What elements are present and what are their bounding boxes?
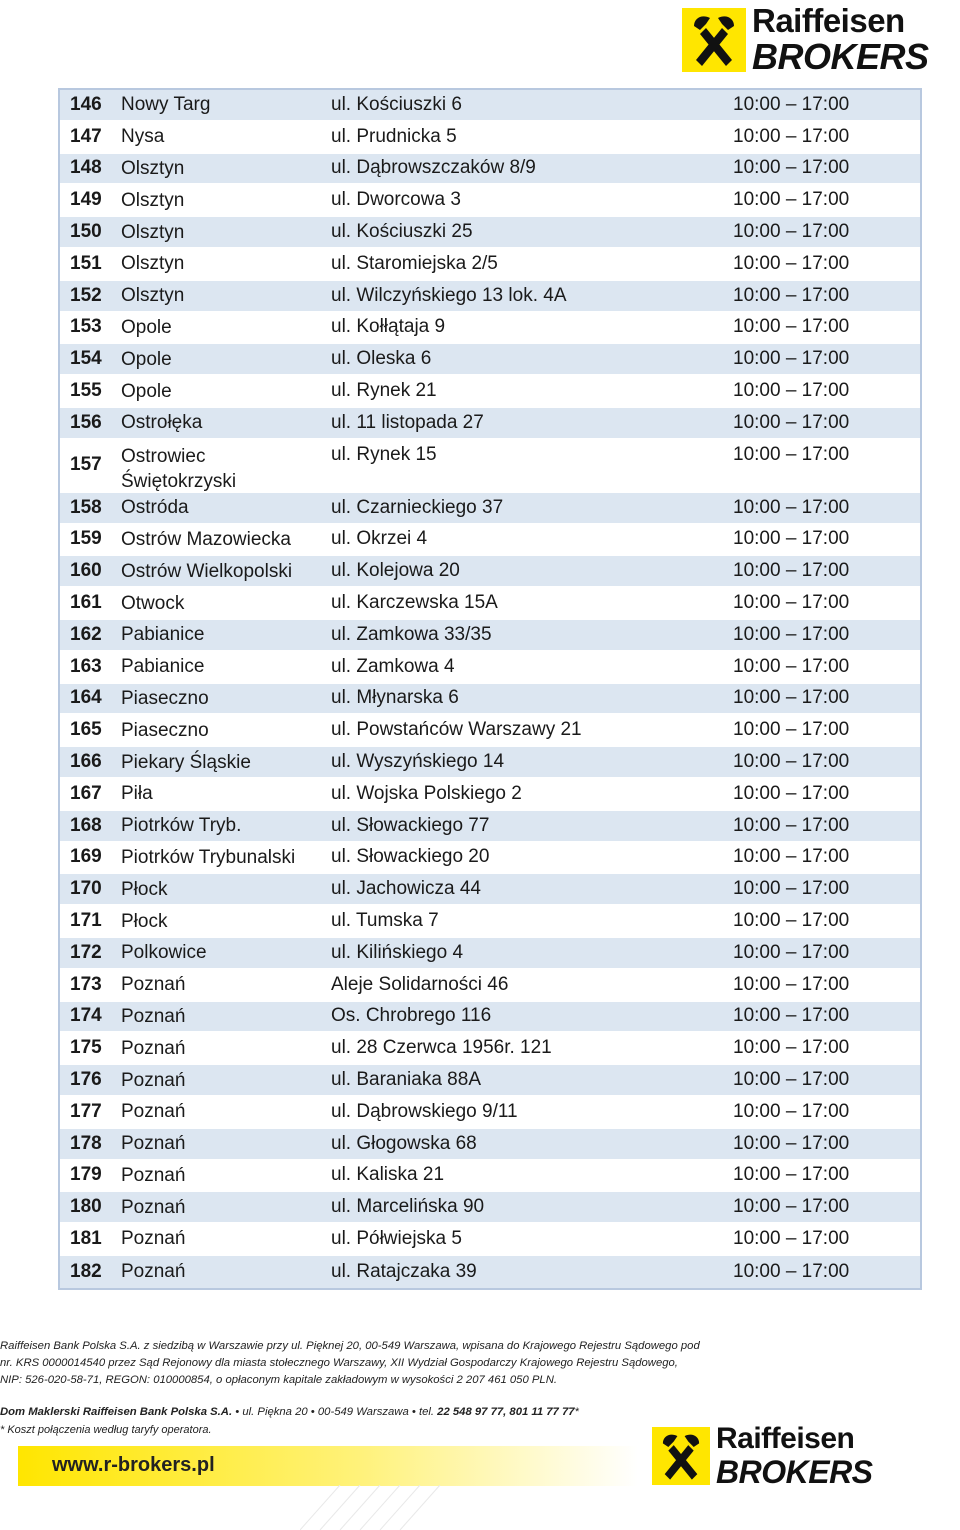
hours-cell: 10:00 – 17:00 [733,443,850,465]
address-cell: ul. Ratajczaka 39 [331,1260,477,1282]
address-cell: ul. Powstańców Warszawy 21 [331,719,582,741]
city-cell: Opole [121,380,172,402]
address-cell: ul. Wyszyńskiego 14 [331,751,505,773]
phone-asterisk: * [574,1406,579,1418]
address-cell: ul. Kościuszki 6 [331,93,462,115]
table-row [60,493,920,525]
city-cell: Poznań [121,1196,186,1218]
table-row [60,525,920,557]
address-cell: ul. Kaliska 21 [331,1164,445,1186]
raiffeisen-brokers-logo [682,4,929,75]
hours-cell: 10:00 – 17:00 [733,1037,850,1059]
address-cell: ul. Kościuszki 25 [331,221,473,243]
row-number: 151 [70,252,102,274]
address-cell: ul. Głogowska 68 [331,1132,477,1154]
row-number: 179 [70,1164,102,1186]
address-cell: ul. Staromiejska 2/5 [331,252,498,274]
table-row [60,281,920,313]
row-number: 182 [70,1260,102,1282]
address-cell: ul. Rynek 21 [331,380,437,402]
hours-cell: 10:00 – 17:00 [733,846,850,868]
hours-cell: 10:00 – 17:00 [733,910,850,932]
address-cell: ul. Dąbrowskiego 9/11 [331,1100,518,1122]
address-cell: ul. Dąbrowszczaków 8/9 [331,157,536,179]
city-cell: Płock [121,878,168,900]
city-cell: Płock [121,910,168,932]
hours-cell: 10:00 – 17:00 [733,93,850,115]
table-row [60,122,920,154]
address-cell: ul. Półwiejska 5 [331,1227,462,1249]
address-cell: ul. Dworcowa 3 [331,189,461,211]
hours-cell: 10:00 – 17:00 [733,496,850,518]
hours-cell: 10:00 – 17:00 [733,252,850,274]
hours-cell: 10:00 – 17:00 [733,941,850,963]
row-number: 164 [70,687,102,709]
address-cell: ul. Słowackiego 20 [331,846,490,868]
table-row [60,217,920,249]
hours-cell: 10:00 – 17:00 [733,1132,850,1154]
row-number: 177 [70,1100,102,1122]
address-cell: ul. Oleska 6 [331,348,432,370]
hours-cell: 10:00 – 17:00 [733,411,850,433]
address-cell: ul. Tumska 7 [331,910,439,932]
crossed-horses-icon [682,8,746,72]
address-cell: ul. 11 listopada 27 [331,411,484,433]
table-row [60,556,920,588]
row-number: 175 [70,1037,102,1059]
hours-cell: 10:00 – 17:00 [733,560,850,582]
row-number: 170 [70,878,102,900]
address-cell: ul. Kołłątaja 9 [331,316,446,338]
row-number: 168 [70,814,102,836]
table-row [60,376,920,408]
city-cell: Piotrków Trybunalski [121,846,296,868]
city-cell: Poznań [121,1101,186,1123]
address-cell: ul. Czarnieckiego 37 [331,496,504,518]
address-cell: ul. Kolejowa 20 [331,560,460,582]
brokerage-contact [0,1406,579,1418]
hours-cell: 10:00 – 17:00 [733,221,850,243]
table-row [60,1256,920,1288]
row-number: 155 [70,380,102,402]
city-cell: Opole [121,316,172,338]
footnote: * Koszt połączenia według taryfy operatora. [0,1424,212,1436]
table-row [60,1065,920,1097]
table-row [60,588,920,620]
row-number: 153 [70,316,102,338]
row-number: 162 [70,623,102,645]
brokerage-phone: 22 548 97 77, 801 11 77 77 [437,1406,575,1418]
table-row [60,408,920,440]
address-cell: ul. Wilczyńskiego 13 lok. 4A [331,284,567,306]
city-cell: Ostrowiec Świętokrzyski [121,445,237,492]
city-cell: Poznań [121,1164,186,1186]
hours-cell: 10:00 – 17:00 [733,592,850,614]
city-cell: Ostróda [121,497,189,519]
table-row [60,1161,920,1193]
address-cell: ul. Kilińskiego 4 [331,941,464,963]
hours-cell: 10:00 – 17:00 [733,316,850,338]
city-cell: Olsztyn [121,189,185,211]
table-row [60,747,920,779]
crossed-horses-icon [652,1427,710,1485]
table-row [60,313,920,345]
row-number: 178 [70,1132,102,1154]
city-cell: Olsztyn [121,285,185,307]
decorative-lines [300,1485,920,1530]
row-number: 163 [70,655,102,677]
address-cell: ul. Młynarska 6 [331,687,459,709]
city-cell: Olsztyn [121,157,185,179]
row-number: 154 [70,348,102,370]
hours-cell: 10:00 – 17:00 [733,1005,850,1027]
address-cell: ul. Karczewska 15A [331,592,498,614]
website-banner [18,1446,638,1486]
address-cell: Os. Chrobrego 116 [331,1005,492,1027]
brand-name: Raiffeisen [752,2,905,39]
city-cell: Piaseczno [121,719,209,741]
table-row [60,1192,920,1224]
row-number: 159 [70,528,102,550]
legal-line: nr. KRS 0000014540 przez Sąd Rejonowy dla miasta stołecznego Warszawy, XII Wydział Gospodarczy Krajowego Rejestru Sądowego, [0,1357,678,1369]
address-cell: ul. Słowackiego 77 [331,814,490,836]
table-row [60,1129,920,1161]
hours-cell: 10:00 – 17:00 [733,380,850,402]
website-link[interactable]: www.r-brokers.pl [52,1454,215,1476]
row-number: 147 [70,125,102,147]
hours-cell: 10:00 – 17:00 [733,125,850,147]
address-cell: ul. Wojska Polskiego 2 [331,782,522,804]
table-row [60,684,920,716]
address-cell: ul. Rynek 15 [331,443,437,465]
table-row [60,1002,920,1034]
hours-cell: 10:00 – 17:00 [733,719,850,741]
hours-cell: 10:00 – 17:00 [733,878,850,900]
row-number: 166 [70,751,102,773]
table-row [60,811,920,843]
city-cell: Ostrów Mazowiecka [121,528,291,550]
hours-cell: 10:00 – 17:00 [733,623,850,645]
address-cell: ul. Jachowicza 44 [331,878,481,900]
hours-cell: 10:00 – 17:00 [733,1164,850,1186]
row-number: 146 [70,93,102,115]
row-number: 169 [70,846,102,868]
row-number: 150 [70,221,102,243]
brand-subname: BROKERS [752,36,929,77]
row-number: 148 [70,157,102,179]
city-cell: Piekary Śląskie [121,751,251,773]
brand-subname: BROKERS [716,1454,873,1490]
table-row [60,440,920,493]
row-number: 172 [70,941,102,963]
table-row [60,874,920,906]
table-row [60,1097,920,1129]
table-row [60,1224,920,1256]
city-cell: Poznań [121,1228,186,1250]
hours-cell: 10:00 – 17:00 [733,189,850,211]
city-cell: Poznań [121,1261,186,1283]
address-cell: Aleje Solidarności 46 [331,973,509,995]
hours-cell: 10:00 – 17:00 [733,528,850,550]
table-row [60,843,920,875]
city-cell: Pabianice [121,656,205,678]
row-number: 149 [70,189,102,211]
hours-cell: 10:00 – 17:00 [733,1260,850,1282]
table-row [60,970,920,1002]
hours-cell: 10:00 – 17:00 [733,157,850,179]
row-number: 158 [70,496,102,518]
address-cell: ul. Zamkowa 33/35 [331,623,492,645]
city-cell: Ostrów Wielkopolski [121,560,293,582]
address-cell: ul. Zamkowa 4 [331,655,455,677]
hours-cell: 10:00 – 17:00 [733,655,850,677]
table-row [60,652,920,684]
table-row [60,249,920,281]
city-cell: Poznań [121,1005,186,1027]
brokerage-name: Dom Maklerski Raiffeisen Bank Polska S.A. [0,1406,233,1418]
table-row [60,1033,920,1065]
row-number: 156 [70,411,102,433]
row-number: 160 [70,560,102,582]
table-row [60,185,920,217]
hours-cell: 10:00 – 17:00 [733,1196,850,1218]
city-cell: Pabianice [121,624,205,646]
hours-cell: 10:00 – 17:00 [733,1100,850,1122]
table-row [60,344,920,376]
hours-cell: 10:00 – 17:00 [733,973,850,995]
city-cell: Piła [121,783,153,805]
hours-cell: 10:00 – 17:00 [733,782,850,804]
hours-cell: 10:00 – 17:00 [733,751,850,773]
city-cell: Poznań [121,1069,186,1091]
legal-line: Raiffeisen Bank Polska S.A. z siedzibą w Warszawie przy ul. Pięknej 20, 00-549 Warszawa, wpisana do Krajowego Rejestru Sądowego pod [0,1340,700,1352]
row-number: 181 [70,1227,102,1249]
row-number: 176 [70,1069,102,1090]
table-row [60,779,920,811]
city-cell: Olsztyn [121,221,185,243]
row-number: 161 [70,592,102,614]
table-row [60,154,920,186]
row-number: 180 [70,1196,102,1218]
brokerage-address: • ul. Piękna 20 • 00-549 Warszawa • tel. [232,1406,438,1418]
table-row [60,938,920,970]
row-number: 152 [70,284,102,306]
table-row [60,620,920,652]
hours-cell: 10:00 – 17:00 [733,1069,850,1090]
hours-cell: 10:00 – 17:00 [733,284,850,306]
hours-cell: 10:00 – 17:00 [733,687,850,709]
row-number: 173 [70,973,102,995]
city-cell: Piotrków Tryb. [121,815,242,837]
branch-table [58,88,922,1290]
address-cell: ul. Prudnicka 5 [331,125,457,147]
city-cell: Nysa [121,126,165,148]
row-number: 165 [70,719,102,741]
city-cell: Opole [121,348,172,370]
city-cell: Otwock [121,592,185,614]
city-cell: Piaseczno [121,687,209,709]
table-row [60,715,920,747]
address-cell: ul. Marcelińska 90 [331,1196,485,1218]
footer-legal [0,1338,720,1389]
hours-cell: 10:00 – 17:00 [733,348,850,370]
legal-line: NIP: 526-020-58-71, REGON: 010000854, o opłaconym kapitale zakładowym w wysokości 2 207 461 050 PLN. [0,1374,557,1386]
address-cell: ul. Okrzei 4 [331,528,428,550]
hours-cell: 10:00 – 17:00 [733,814,850,836]
city-cell: Polkowice [121,942,207,964]
row-number: 174 [70,1005,102,1027]
row-number: 157 [70,454,102,476]
row-number: 171 [70,910,102,932]
city-cell: Ostrołęka [121,412,203,434]
city-cell: Poznań [121,974,186,996]
hours-cell: 10:00 – 17:00 [733,1227,850,1249]
address-cell: ul. 28 Czerwca 1956r. 121 [331,1037,552,1059]
city-cell: Nowy Targ [121,94,211,116]
brand-name: Raiffeisen [716,1422,855,1455]
city-cell: Olsztyn [121,253,185,275]
table-row [60,90,920,122]
city-cell: Poznań [121,1133,186,1155]
table-row [60,906,920,938]
row-number: 167 [70,782,102,804]
city-cell: Poznań [121,1037,186,1059]
address-cell: ul. Baraniaka 88A [331,1069,481,1090]
raiffeisen-brokers-logo-footer [652,1424,873,1488]
